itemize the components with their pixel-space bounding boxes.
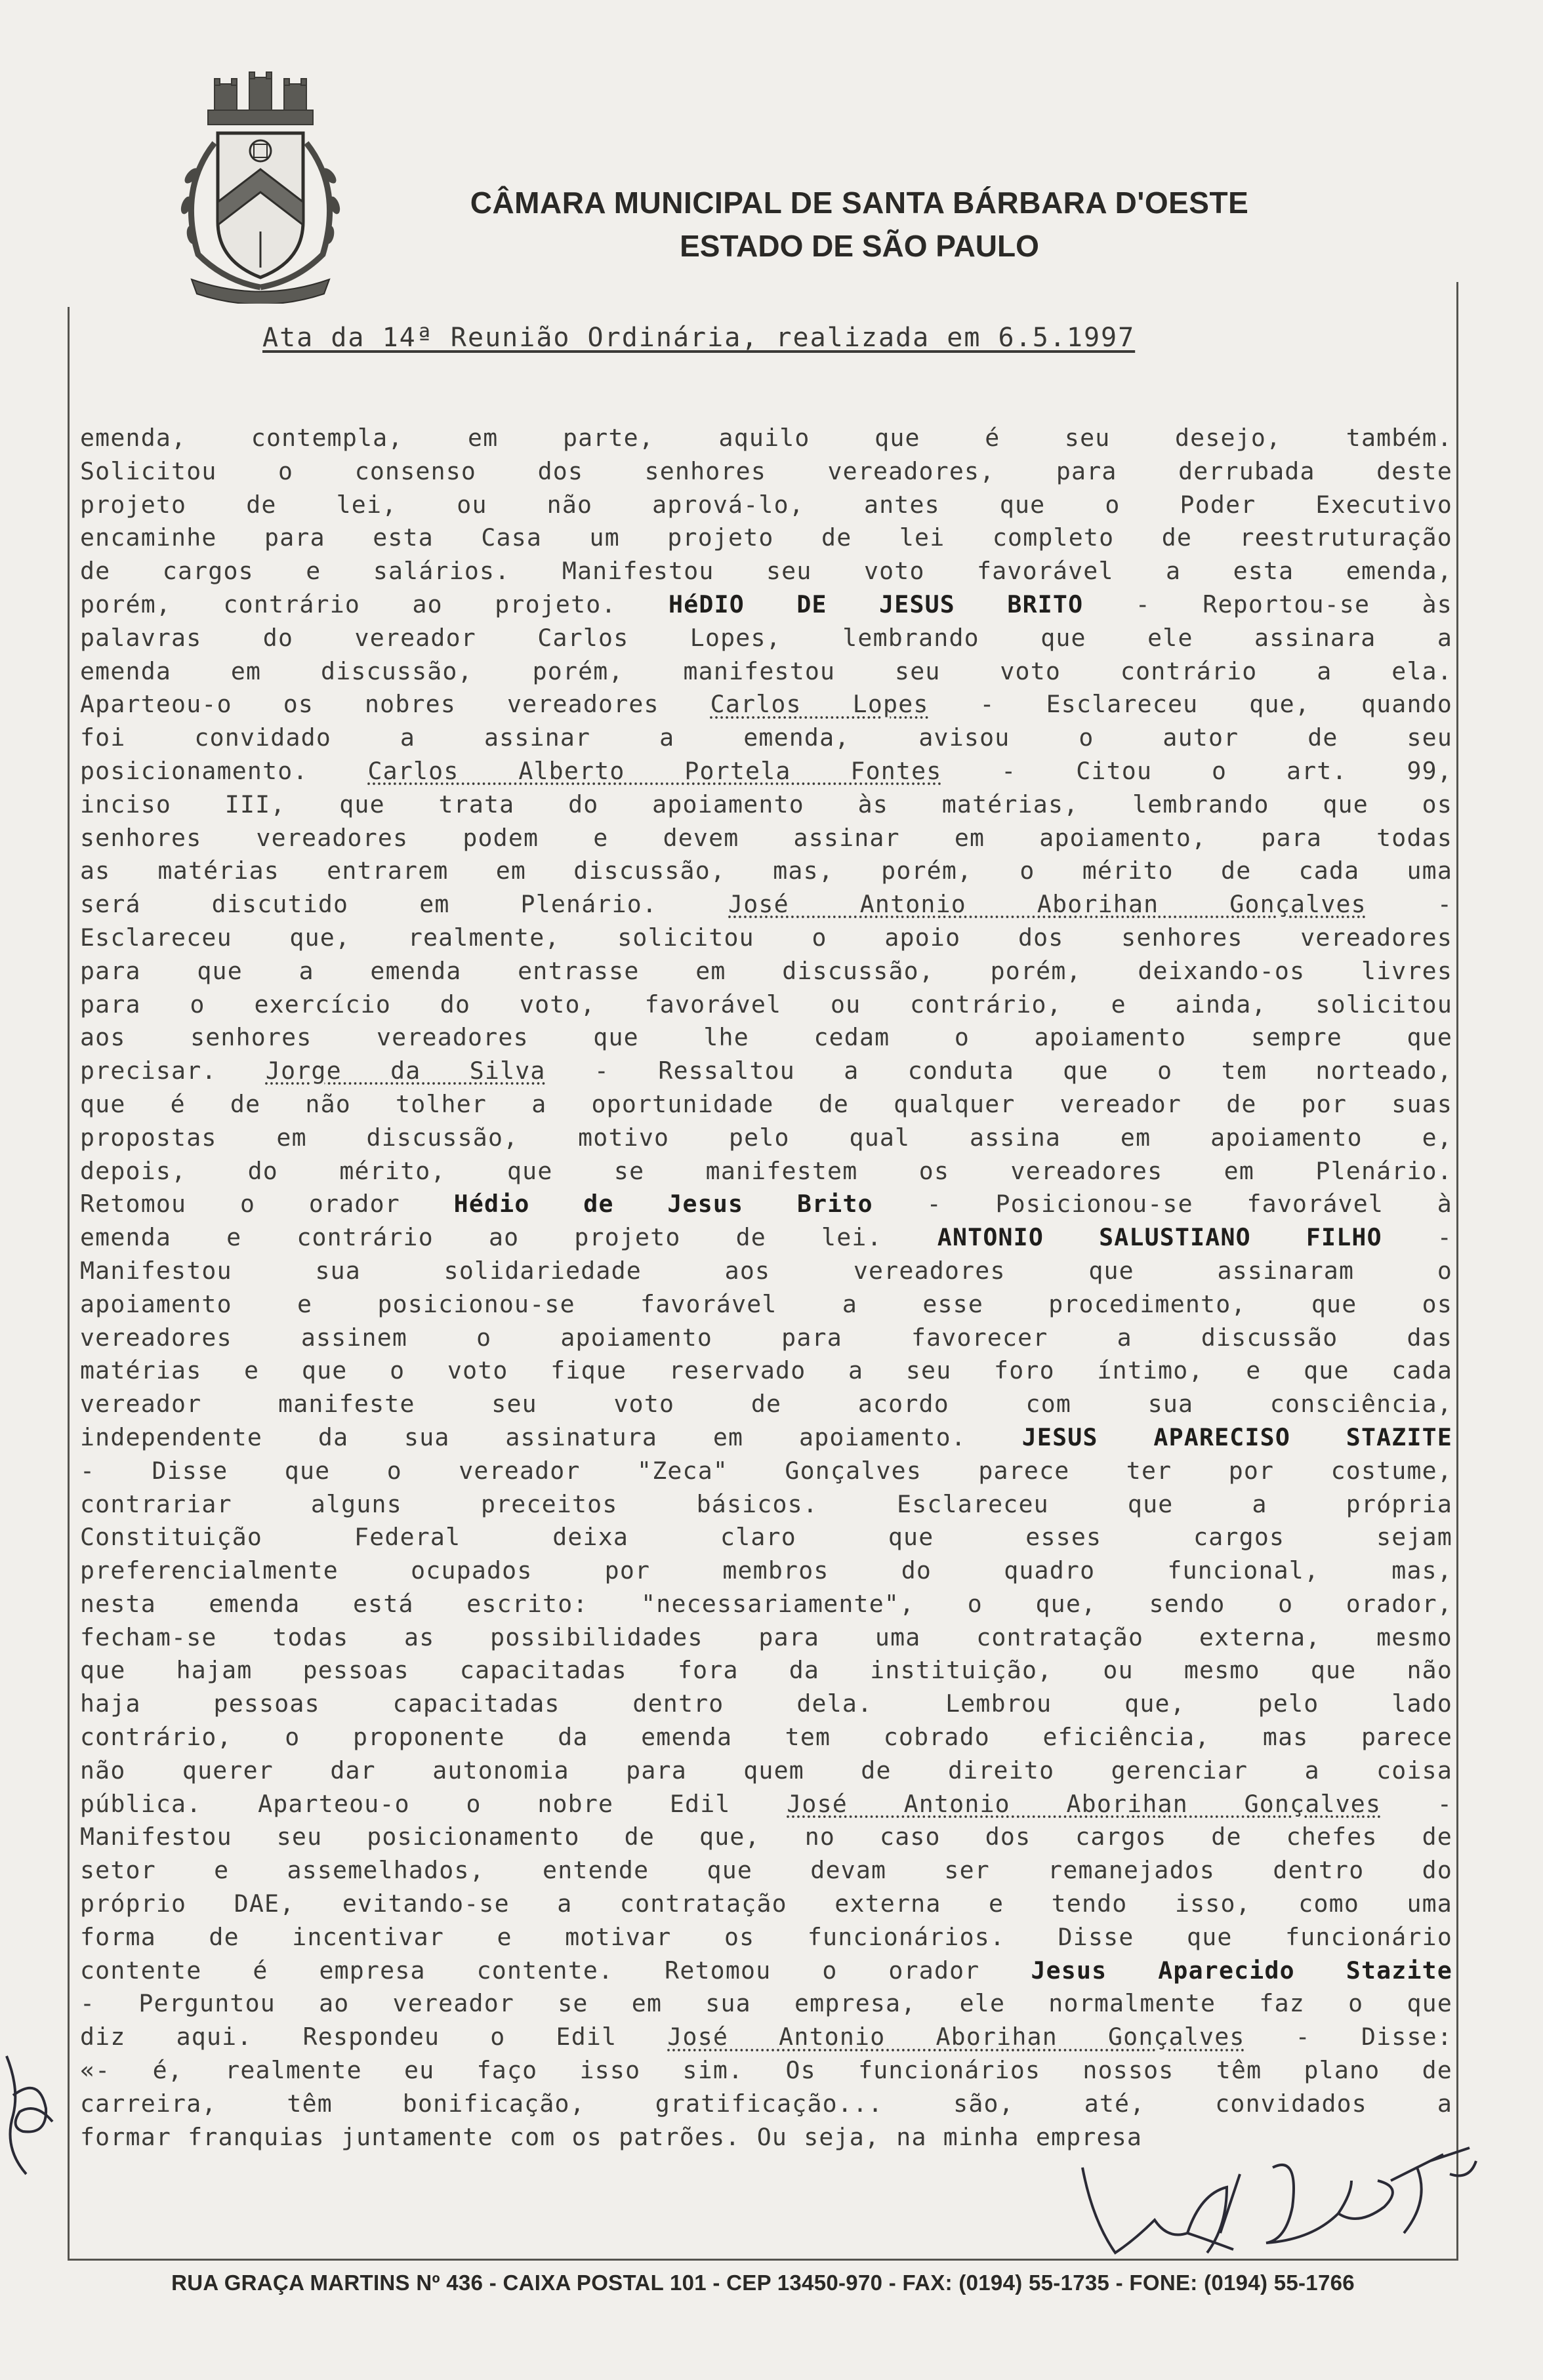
text-segment: posicionamento. [80,756,368,785]
text-segment: haja pessoas capacitadas dentro dela. Lembrou que, pelo lado [80,1689,1452,1718]
text-line [80,622,1452,655]
text-line [80,1588,1452,1621]
text-segment: vereador manifeste seu voto de acordo com sua consciência, [80,1390,1452,1419]
text-line [80,1687,1452,1721]
text-line [80,1821,1452,1854]
text-segment: diz aqui. Respondeu o Edil [80,2023,668,2051]
text-segment: encaminhe para esta Casa um projeto de lei completo de reestruturação [80,523,1452,552]
municipal-coat-of-arms-icon [152,71,369,304]
text-line [80,1954,1452,1988]
text-segment: Aparteou-o os nobres vereadores [80,690,710,719]
text-segment: contrariar alguns preceitos básicos. Esclareceu que a própria [80,1489,1452,1518]
speaker-name-bold: HéDIO DE JESUS BRITO [669,590,1084,618]
text-segment: nesta emenda está escrito: "necessariamente", o que, sendo o orador, [80,1589,1452,1618]
text-segment: pública. Aparteou-o o nobre Edil [80,1789,787,1818]
text-segment: que é de não tolher a oportunidade de qualquer vereador de por suas [80,1089,1452,1118]
text-segment: contrário, o proponente da emenda tem cobrado eficiência, mas parece [80,1723,1452,1752]
left-margin-rule [68,307,70,2260]
text-line [80,1654,1452,1687]
text-line [80,1521,1452,1554]
text-line [80,921,1452,955]
text-line [80,1754,1452,1788]
left-margin-initials-icon [0,2049,59,2181]
text-line [80,1721,1452,1754]
text-line [80,888,1452,921]
speaker-name-bold: ANTONIO SALUSTIANO FILHO [937,1223,1382,1252]
text-line [80,1255,1452,1288]
text-segment: formar franquias juntamente com os patrões. Ou seja, na minha empresa [80,2122,1143,2151]
text-segment: contente é empresa contente. Retomou o orador [80,1956,1031,1985]
text-line [80,2054,1452,2088]
text-segment: Constituição Federal deixa claro que esses cargos sejam [80,1523,1452,1552]
text-segment: «- é, realmente eu faço isso sim. Os funcionários nossos têm plano de [80,2056,1452,2085]
text-segment: - [1382,1223,1452,1252]
text-segment: matérias e que o voto fique reservado a seu foro íntimo, e que cada [80,1356,1452,1385]
text-line [80,822,1452,855]
text-line [80,1121,1452,1155]
text-segment: para o exercício do voto, favorável ou contrário, e ainda, solicitou [80,990,1452,1019]
text-segment: próprio DAE, evitando-se a contratação externa e tendo isso, como uma [80,1889,1452,1918]
text-line [80,1455,1452,1488]
text-segment: - Disse que o vereador "Zeca" Gonçalves parece ter por costume, [80,1456,1452,1485]
text-segment: setor e assemelhados, entende que devam ser remanejados dentro do [80,1856,1452,1885]
text-line [80,1987,1452,2021]
text-segment: que hajam pessoas capacitadas fora da instituição, ou mesmo que não [80,1656,1452,1685]
text-segment: Retomou o orador [80,1190,454,1219]
text-segment: apoiamento e posicionou-se favorável a esse procedimento, que os [80,1289,1452,1318]
text-line [80,1188,1452,1221]
text-segment: fecham-se todas as possibilidades para uma contratação externa, mesmo [80,1623,1452,1651]
text-segment: palavras do vereador Carlos Lopes, lembrando que ele assinara a [80,623,1452,652]
text-segment: emenda e contrário ao projeto de lei. [80,1223,937,1252]
text-segment: propostas em discussão, motivo pelo qual assina em apoiamento e, [80,1123,1452,1152]
text-line [80,655,1452,689]
text-line [80,955,1452,988]
text-segment: de cargos e salários. Manifestou seu voto favorável a esta emenda, [80,557,1452,586]
text-line [80,1388,1452,1421]
text-segment: - [1381,1789,1452,1818]
text-segment: Manifestou sua solidariedade aos vereadores que assinaram o [80,1256,1452,1285]
text-segment: independente da sua assinatura em apoiamento. [80,1422,1022,1451]
text-segment: Esclareceu que, realmente, solicitou o apoio dos senhores vereadores [80,923,1452,952]
text-line [80,588,1452,622]
text-line [80,1088,1452,1121]
text-line [80,688,1452,721]
text-line [80,1921,1452,1954]
text-line [80,1854,1452,1887]
text-line [80,2088,1452,2121]
text-line [80,788,1452,822]
text-line [80,521,1452,555]
text-segment: emenda em discussão, porém, manifestou seu voto contrário a ela. [80,656,1452,685]
text-segment: inciso III, que trata do apoiamento às matérias, lembrando que os [80,790,1452,818]
text-segment: será discutido em Plenário. [80,890,729,919]
text-segment: foi convidado a assinar a emenda, avisou o autor de seu [80,723,1452,752]
address-footer: RUA GRAÇA MARTINS Nº 436 - CAIXA POSTAL 101 - CEP 13450-970 - FAX: (0194) 55-1735 - FONE: (0194) 55-1766 [171,2270,1355,2295]
text-segment: porém, contrário ao projeto. [80,590,669,618]
text-segment: não querer dar autonomia para quem de direito gerenciar a coisa [80,1756,1452,1785]
text-line [80,555,1452,588]
bottom-signature-icon [1076,2141,1496,2263]
speaker-name-underlined: Carlos Alberto Portela Fontes [367,756,942,785]
text-line [80,455,1452,489]
text-line [80,1488,1452,1522]
text-segment: - Posicionou-se favorável à [873,1190,1452,1219]
speaker-name-bold: JESUS APARECISO STAZITE [1021,1422,1452,1451]
speaker-name-underlined: Carlos Lopes [710,690,929,719]
text-segment: - Esclareceu que, quando [928,690,1452,719]
text-segment: aos senhores vereadores que lhe cedam o apoiamento sempre que [80,1023,1452,1052]
text-line [80,2021,1452,2054]
text-line [80,1055,1452,1088]
text-segment: - Reportou-se às [1083,590,1452,618]
text-segment: - [1366,890,1452,919]
text-segment: - Citou o art. 99, [941,756,1452,785]
text-segment: precisar. [80,1057,266,1085]
text-line [80,1021,1452,1055]
text-line [80,1887,1452,1921]
text-line [80,1621,1452,1655]
speaker-name-underlined: Jorge da Silva [265,1057,546,1085]
text-line [80,1288,1452,1321]
speaker-name-underlined: José Antonio Aborihan Gonçalves [728,890,1367,919]
session-title: Ata da 14ª Reunião Ordinária, realizada em 6.5.1997 [262,323,1136,353]
speaker-name-underlined: José Antonio Aborihan Gonçalves [667,2023,1245,2051]
text-segment: - Ressaltou a conduta que o tem norteado, [545,1057,1452,1085]
text-line [80,1421,1452,1455]
minutes-body [80,422,1452,2154]
text-segment: senhores vereadores podem e devem assinar em apoiamento, para todas [80,823,1452,852]
text-line [80,721,1452,755]
text-line [80,755,1452,788]
text-segment: Manifestou seu posicionamento de que, no caso dos cargos de chefes de [80,1823,1452,1851]
text-line [80,1554,1452,1588]
text-segment: as matérias entrarem em discussão, mas, porém, o mérito de cada uma [80,857,1452,885]
text-segment: preferencialmente ocupados por membros do quadro funcional, mas, [80,1556,1452,1585]
text-segment: forma de incentivar e motivar os funcionários. Disse que funcionário [80,1922,1452,1951]
speaker-name-underlined: José Antonio Aborihan Gonçalves [787,1789,1382,1818]
text-segment: depois, do mérito, que se manifestem os vereadores em Plenário. [80,1156,1452,1185]
text-segment: vereadores assinem o apoiamento para favorecer a discussão das [80,1323,1452,1352]
institution-name: CÂMARA MUNICIPAL DE SANTA BÁRBARA D'OESTE [470,186,1249,220]
text-segment: para que a emenda entrasse em discussão, porém, deixando-os livres [80,956,1452,985]
text-segment: - Disse: [1245,2023,1452,2051]
text-segment: emenda, contempla, em parte, aquilo que é seu desejo, também. [80,424,1452,452]
right-margin-rule [1456,282,1458,2260]
text-segment: carreira, têm bonificação, gratificação... são, até, convidados a [80,2089,1452,2118]
text-line [80,988,1452,1022]
text-segment: projeto de lei, ou não aprová-lo, antes que o Poder Executivo [80,490,1452,519]
speaker-name-bold: Jesus Aparecido Stazite [1031,1956,1452,1985]
text-line [80,1788,1452,1821]
text-line [80,1321,1452,1355]
text-line [80,422,1452,455]
text-line [80,855,1452,888]
text-line [80,1155,1452,1188]
institution-state: ESTADO DE SÃO PAULO [680,229,1039,263]
speaker-name-bold: Hédio de Jesus Brito [453,1190,873,1219]
text-line [80,1354,1452,1388]
text-line [80,489,1452,522]
text-line [80,1221,1452,1255]
text-segment: Solicitou o consenso dos senhores vereadores, para derrubada deste [80,456,1452,485]
text-segment: - Perguntou ao vereador se em sua empresa, ele normalmente faz o que [80,1989,1452,2018]
